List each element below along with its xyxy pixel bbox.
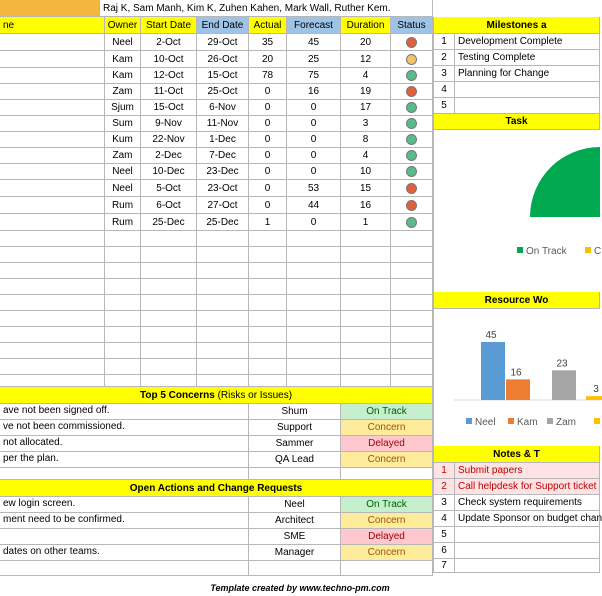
task-owner-cell[interactable]: Rum bbox=[105, 214, 141, 231]
col-start-label: Start Date bbox=[145, 19, 192, 31]
col-end bbox=[197, 17, 249, 34]
col-forecast-label: Forecast bbox=[294, 19, 333, 31]
empty-cell[interactable] bbox=[287, 359, 341, 375]
pie-slice-on-track bbox=[530, 147, 600, 217]
empty-cell[interactable] bbox=[105, 231, 141, 247]
task-owner-cell[interactable]: Kum bbox=[105, 132, 141, 148]
task-forecast-cell[interactable]: 0 bbox=[287, 100, 341, 116]
col-end-label: End Date bbox=[201, 19, 244, 31]
empty-cell[interactable] bbox=[0, 359, 105, 375]
task-owner-cell[interactable]: Sjum bbox=[105, 100, 141, 116]
empty-cell[interactable] bbox=[287, 263, 341, 279]
empty-cell[interactable] bbox=[249, 311, 287, 327]
milestone-number: 5 bbox=[433, 98, 455, 114]
empty-cell[interactable] bbox=[0, 343, 105, 359]
empty-cell[interactable] bbox=[341, 231, 391, 247]
task-name-cell[interactable] bbox=[0, 214, 105, 231]
note-text-cell[interactable]: Call helpdesk for Support ticket bbox=[455, 479, 600, 495]
task-start-cell[interactable]: 2-Dec bbox=[141, 148, 197, 164]
col-status bbox=[391, 17, 433, 34]
actions-owner-cell[interactable] bbox=[249, 561, 341, 576]
milestone-number: 3 bbox=[433, 66, 455, 82]
concerns-owner-cell[interactable]: Support bbox=[249, 420, 341, 436]
task-start-cell[interactable]: 11-Oct bbox=[141, 84, 197, 100]
task-forecast-cell[interactable]: 45 bbox=[287, 34, 341, 51]
task-end-cell[interactable]: 27-Oct bbox=[197, 197, 249, 214]
team-members-cell[interactable] bbox=[100, 0, 433, 17]
task-start-cell[interactable]: 2-Oct bbox=[141, 34, 197, 51]
task-owner-cell[interactable]: Neel bbox=[105, 180, 141, 197]
col-owner bbox=[105, 17, 141, 34]
task-duration-cell[interactable]: 4 bbox=[341, 148, 391, 164]
concerns-text-cell[interactable]: ave not been signed off. bbox=[0, 404, 249, 420]
task-status-cell[interactable] bbox=[391, 197, 433, 214]
empty-cell[interactable] bbox=[391, 359, 433, 375]
milestones-header bbox=[433, 17, 600, 34]
col-duration bbox=[341, 17, 391, 34]
task-forecast-cell[interactable]: 75 bbox=[287, 68, 341, 84]
empty-cell[interactable] bbox=[391, 247, 433, 263]
empty-cell[interactable] bbox=[341, 375, 391, 387]
task-name-cell[interactable] bbox=[0, 100, 105, 116]
task-forecast-cell[interactable]: 0 bbox=[287, 164, 341, 180]
empty-cell[interactable] bbox=[0, 231, 105, 247]
notes-header bbox=[433, 446, 600, 463]
task-end-cell[interactable]: 25-Dec bbox=[197, 214, 249, 231]
task-actual-cell[interactable]: 0 bbox=[249, 84, 287, 100]
task-forecast-cell[interactable]: 0 bbox=[287, 214, 341, 231]
task-pie-chart bbox=[434, 130, 601, 292]
task-name-cell[interactable] bbox=[0, 148, 105, 164]
actions-status-cell[interactable]: Concern bbox=[341, 513, 433, 529]
col-duration-label: Duration bbox=[346, 19, 385, 31]
task-forecast-cell[interactable]: 0 bbox=[287, 148, 341, 164]
col-task-name bbox=[0, 17, 105, 34]
status-dot-icon bbox=[406, 37, 417, 48]
footer-credit bbox=[0, 579, 600, 596]
note-text-cell[interactable] bbox=[455, 559, 600, 573]
legend-swatch-on-track bbox=[517, 247, 523, 253]
task-duration-cell[interactable]: 1 bbox=[341, 214, 391, 231]
task-forecast-cell[interactable]: 16 bbox=[287, 84, 341, 100]
task-end-cell[interactable]: 11-Nov bbox=[197, 116, 249, 132]
empty-cell[interactable] bbox=[287, 231, 341, 247]
task-status-cell[interactable] bbox=[391, 51, 433, 68]
task-actual-cell[interactable]: 0 bbox=[249, 132, 287, 148]
task-end-cell[interactable]: 6-Nov bbox=[197, 100, 249, 116]
task-status-cell[interactable] bbox=[391, 100, 433, 116]
concerns-owner-cell[interactable]: QA Lead bbox=[249, 452, 341, 468]
empty-cell[interactable] bbox=[341, 359, 391, 375]
task-start-cell[interactable]: 6-Oct bbox=[141, 197, 197, 214]
empty-cell[interactable] bbox=[341, 279, 391, 295]
col-actual bbox=[249, 17, 287, 34]
bar-series-3 bbox=[586, 396, 602, 400]
task-actual-cell[interactable]: 0 bbox=[249, 197, 287, 214]
actions-text-cell[interactable] bbox=[0, 561, 249, 576]
actions-text-cell[interactable]: ment need to be confirmed. bbox=[0, 513, 249, 529]
task-name-cell[interactable] bbox=[0, 116, 105, 132]
bar-value-label: 23 bbox=[556, 358, 568, 370]
task-actual-cell[interactable]: 0 bbox=[249, 100, 287, 116]
col-owner-label: Owner bbox=[107, 19, 138, 31]
status-dot-icon bbox=[406, 150, 417, 161]
status-dot-icon bbox=[406, 166, 417, 177]
task-start-cell[interactable]: 9-Nov bbox=[141, 116, 197, 132]
concerns-status-cell[interactable]: On Track bbox=[341, 404, 433, 420]
empty-cell[interactable] bbox=[249, 375, 287, 387]
task-owner-cell[interactable]: Neel bbox=[105, 164, 141, 180]
empty-cell[interactable] bbox=[287, 327, 341, 343]
note-text-cell[interactable] bbox=[455, 543, 600, 559]
empty-cell[interactable] bbox=[391, 311, 433, 327]
empty-cell[interactable] bbox=[197, 327, 249, 343]
actions-status-cell[interactable]: On Track bbox=[341, 497, 433, 513]
task-owner-cell[interactable]: Kam bbox=[105, 68, 141, 84]
concerns-text-cell[interactable]: ve not been commissioned. bbox=[0, 420, 249, 436]
task-name-cell[interactable] bbox=[0, 68, 105, 84]
empty-cell[interactable] bbox=[0, 375, 105, 387]
empty-cell[interactable] bbox=[197, 295, 249, 311]
empty-cell[interactable] bbox=[105, 375, 141, 387]
status-dot-icon bbox=[406, 54, 417, 65]
concerns-status-cell[interactable]: Concern bbox=[341, 452, 433, 468]
task-name-cell[interactable] bbox=[0, 164, 105, 180]
milestone-number: 2 bbox=[433, 50, 455, 66]
task-forecast-cell[interactable]: 53 bbox=[287, 180, 341, 197]
legend-label: Zam bbox=[556, 417, 576, 428]
task-forecast-cell[interactable]: 0 bbox=[287, 116, 341, 132]
empty-cell[interactable] bbox=[287, 311, 341, 327]
actions-owner-cell[interactable]: Manager bbox=[249, 545, 341, 561]
empty-cell[interactable] bbox=[105, 263, 141, 279]
task-chart-header bbox=[433, 114, 600, 130]
concerns-text-cell[interactable]: per the plan. bbox=[0, 452, 249, 468]
empty-cell[interactable] bbox=[197, 375, 249, 387]
task-actual-cell[interactable]: 0 bbox=[249, 164, 287, 180]
bar-kam bbox=[506, 379, 530, 400]
task-end-cell[interactable]: 7-Dec bbox=[197, 148, 249, 164]
status-dot-icon bbox=[406, 134, 417, 145]
status-dot-icon bbox=[406, 102, 417, 113]
resource-chart-area bbox=[433, 309, 600, 446]
note-number: 7 bbox=[433, 559, 455, 573]
empty-cell[interactable] bbox=[105, 359, 141, 375]
milestone-text-cell[interactable]: Testing Complete bbox=[455, 50, 600, 66]
status-dot-icon bbox=[406, 86, 417, 97]
task-name-cell[interactable] bbox=[0, 180, 105, 197]
bar-value-label: 3 bbox=[593, 384, 599, 396]
empty-cell[interactable] bbox=[197, 359, 249, 375]
note-text-cell[interactable] bbox=[455, 527, 600, 543]
empty-cell[interactable] bbox=[197, 263, 249, 279]
task-owner-cell[interactable]: Neel bbox=[105, 34, 141, 51]
actions-spacer bbox=[0, 466, 433, 480]
legend-swatch-concern bbox=[585, 247, 591, 253]
task-owner-cell[interactable]: Zam bbox=[105, 84, 141, 100]
legend-swatch bbox=[508, 418, 514, 424]
milestone-text-cell[interactable] bbox=[455, 98, 600, 114]
concerns-status-cell[interactable]: Delayed bbox=[341, 436, 433, 452]
task-end-cell[interactable]: 23-Dec bbox=[197, 164, 249, 180]
col-start bbox=[141, 17, 197, 34]
legend-swatch bbox=[594, 418, 600, 424]
task-end-cell[interactable]: 25-Oct bbox=[197, 84, 249, 100]
empty-cell[interactable] bbox=[249, 231, 287, 247]
col-task-name-label: ne bbox=[3, 19, 15, 31]
empty-cell[interactable] bbox=[0, 295, 105, 311]
empty-cell[interactable] bbox=[249, 247, 287, 263]
empty-cell[interactable] bbox=[341, 295, 391, 311]
empty-cell[interactable] bbox=[341, 263, 391, 279]
task-status-cell[interactable] bbox=[391, 132, 433, 148]
legend-label-on-track: On Track bbox=[526, 246, 567, 257]
task-start-cell[interactable]: 15-Oct bbox=[141, 100, 197, 116]
task-status-cell[interactable] bbox=[391, 68, 433, 84]
task-chart-title: Task bbox=[505, 116, 528, 127]
actions-status-cell[interactable]: Concern bbox=[341, 545, 433, 561]
empty-cell[interactable] bbox=[341, 343, 391, 359]
task-status-cell[interactable] bbox=[391, 34, 433, 51]
empty-cell[interactable] bbox=[287, 247, 341, 263]
task-chart-area bbox=[433, 130, 600, 292]
empty-cell[interactable] bbox=[141, 247, 197, 263]
project-name-cell[interactable] bbox=[0, 0, 100, 17]
task-name-cell[interactable] bbox=[0, 132, 105, 148]
bar-zam bbox=[552, 370, 576, 400]
empty-cell[interactable] bbox=[0, 247, 105, 263]
task-start-cell[interactable]: 5-Oct bbox=[141, 180, 197, 197]
milestones-title: Milestones a bbox=[486, 19, 547, 31]
actions-status-cell[interactable] bbox=[341, 561, 433, 576]
task-duration-cell[interactable]: 16 bbox=[341, 197, 391, 214]
task-end-cell[interactable]: 26-Oct bbox=[197, 51, 249, 68]
task-name-cell[interactable] bbox=[0, 34, 105, 51]
task-start-cell[interactable]: 22-Nov bbox=[141, 132, 197, 148]
notes-title: Notes & T bbox=[493, 448, 540, 460]
empty-cell[interactable] bbox=[105, 295, 141, 311]
empty-cell[interactable] bbox=[105, 279, 141, 295]
actions-owner-cell[interactable]: SME bbox=[249, 529, 341, 545]
empty-cell[interactable] bbox=[0, 327, 105, 343]
empty-cell[interactable] bbox=[141, 231, 197, 247]
empty-cell[interactable] bbox=[141, 343, 197, 359]
task-name-cell[interactable] bbox=[0, 197, 105, 214]
empty-cell[interactable] bbox=[249, 263, 287, 279]
concerns-text-cell[interactable]: not allocated. bbox=[0, 436, 249, 452]
legend-label: Kam bbox=[517, 417, 538, 428]
task-actual-cell[interactable]: 0 bbox=[249, 148, 287, 164]
task-status-cell[interactable] bbox=[391, 148, 433, 164]
empty-cell[interactable] bbox=[197, 311, 249, 327]
empty-cell[interactable] bbox=[391, 375, 433, 387]
actions-owner-cell[interactable]: Neel bbox=[249, 497, 341, 513]
task-start-cell[interactable]: 25-Dec bbox=[141, 214, 197, 231]
team-members-text: Raj K, Sam Manh, Kim K, Zuhen Kahen, Mark Wall, Ruther Kem. bbox=[103, 2, 391, 14]
empty-cell[interactable] bbox=[287, 279, 341, 295]
empty-cell[interactable] bbox=[249, 295, 287, 311]
legend-swatch bbox=[466, 418, 472, 424]
actions-header bbox=[0, 480, 433, 497]
resource-chart-header bbox=[433, 292, 600, 309]
status-dot-icon bbox=[406, 200, 417, 211]
empty-cell[interactable] bbox=[391, 279, 433, 295]
task-end-cell[interactable]: 29-Oct bbox=[197, 34, 249, 51]
actions-text-cell[interactable]: ew login screen. bbox=[0, 497, 249, 513]
empty-cell[interactable] bbox=[141, 359, 197, 375]
task-actual-cell[interactable]: 35 bbox=[249, 34, 287, 51]
status-dot-icon bbox=[406, 118, 417, 129]
actions-owner-cell[interactable]: Architect bbox=[249, 513, 341, 529]
bar-neel bbox=[481, 342, 505, 400]
concerns-owner-cell[interactable]: Sammer bbox=[249, 436, 341, 452]
task-start-cell[interactable]: 10-Oct bbox=[141, 51, 197, 68]
col-actual-label: Actual bbox=[253, 19, 282, 31]
empty-cell[interactable] bbox=[105, 343, 141, 359]
milestone-number: 4 bbox=[433, 82, 455, 98]
status-dot-icon bbox=[406, 183, 417, 194]
empty-cell[interactable] bbox=[0, 279, 105, 295]
actions-title: Open Actions and Change Requests bbox=[129, 482, 303, 494]
empty-cell[interactable] bbox=[249, 359, 287, 375]
task-status-cell[interactable] bbox=[391, 84, 433, 100]
task-status-cell[interactable] bbox=[391, 214, 433, 231]
empty-cell[interactable] bbox=[141, 279, 197, 295]
legend-swatch bbox=[547, 418, 553, 424]
empty-cell[interactable] bbox=[141, 327, 197, 343]
note-text-cell[interactable]: Update Sponsor on budget chan bbox=[455, 511, 600, 527]
empty-cell[interactable] bbox=[249, 327, 287, 343]
empty-cell[interactable] bbox=[341, 247, 391, 263]
concerns-header bbox=[0, 387, 433, 404]
task-owner-cell[interactable]: Kam bbox=[105, 51, 141, 68]
milestone-text-cell[interactable]: Planning for Change bbox=[455, 66, 600, 82]
task-actual-cell[interactable]: 0 bbox=[249, 180, 287, 197]
task-status-cell[interactable] bbox=[391, 164, 433, 180]
actions-status-cell[interactable]: Delayed bbox=[341, 529, 433, 545]
empty-cell[interactable] bbox=[141, 311, 197, 327]
concerns-owner-cell[interactable]: Shum bbox=[249, 404, 341, 420]
task-duration-cell[interactable]: 12 bbox=[341, 51, 391, 68]
task-status-cell[interactable] bbox=[391, 116, 433, 132]
empty-cell[interactable] bbox=[341, 327, 391, 343]
task-duration-cell[interactable]: 4 bbox=[341, 68, 391, 84]
legend-label-concern: C bbox=[594, 246, 602, 257]
empty-cell[interactable] bbox=[287, 343, 341, 359]
empty-cell[interactable] bbox=[341, 311, 391, 327]
empty-cell[interactable] bbox=[391, 295, 433, 311]
note-text-cell[interactable]: Submit papers bbox=[455, 463, 600, 479]
actions-text-cell[interactable] bbox=[0, 529, 249, 545]
milestone-number: 1 bbox=[433, 34, 455, 50]
empty-cell[interactable] bbox=[105, 247, 141, 263]
task-duration-cell[interactable]: 3 bbox=[341, 116, 391, 132]
task-duration-cell[interactable]: 15 bbox=[341, 180, 391, 197]
empty-cell[interactable] bbox=[249, 343, 287, 359]
task-owner-cell[interactable]: Zam bbox=[105, 148, 141, 164]
footer-text: Template created by www.techno-pm.com bbox=[210, 582, 390, 593]
status-dot-icon bbox=[406, 70, 417, 81]
col-status-label: Status bbox=[397, 19, 426, 31]
task-start-cell[interactable]: 10-Dec bbox=[141, 164, 197, 180]
empty-cell[interactable] bbox=[197, 343, 249, 359]
task-name-cell[interactable] bbox=[0, 51, 105, 68]
concerns-title-suffix: (Risks or Issues) bbox=[217, 389, 293, 401]
empty-cell[interactable] bbox=[391, 231, 433, 247]
pie-legend bbox=[517, 246, 601, 257]
empty-cell[interactable] bbox=[141, 263, 197, 279]
note-number: 1 bbox=[433, 463, 455, 479]
col-forecast bbox=[287, 17, 341, 34]
actions-text-cell[interactable]: dates on other teams. bbox=[0, 545, 249, 561]
empty-cell[interactable] bbox=[105, 311, 141, 327]
note-number: 5 bbox=[433, 527, 455, 543]
task-owner-cell[interactable]: Sum bbox=[105, 116, 141, 132]
milestone-text-cell[interactable] bbox=[455, 82, 600, 98]
empty-cell[interactable] bbox=[197, 279, 249, 295]
bar-value-label: 45 bbox=[485, 330, 497, 341]
task-status-cell[interactable] bbox=[391, 180, 433, 197]
empty-cell[interactable] bbox=[249, 279, 287, 295]
note-number: 2 bbox=[433, 479, 455, 495]
task-actual-cell[interactable]: 0 bbox=[249, 116, 287, 132]
resource-bar-chart bbox=[434, 309, 601, 446]
empty-cell[interactable] bbox=[0, 311, 105, 327]
task-actual-cell[interactable]: 1 bbox=[249, 214, 287, 231]
task-end-cell[interactable]: 15-Oct bbox=[197, 68, 249, 84]
empty-cell[interactable] bbox=[141, 375, 197, 387]
concerns-status-cell[interactable]: Concern bbox=[341, 420, 433, 436]
note-number: 4 bbox=[433, 511, 455, 527]
empty-cell[interactable] bbox=[287, 295, 341, 311]
empty-cell[interactable] bbox=[287, 375, 341, 387]
note-number: 3 bbox=[433, 495, 455, 511]
task-actual-cell[interactable]: 78 bbox=[249, 68, 287, 84]
legend-label: Neel bbox=[475, 417, 496, 428]
task-forecast-cell[interactable]: 44 bbox=[287, 197, 341, 214]
milestone-text-cell[interactable]: Development Complete bbox=[455, 34, 600, 50]
concerns-title: Top 5 Concerns bbox=[139, 389, 215, 401]
empty-cell[interactable] bbox=[197, 247, 249, 263]
task-actual-cell[interactable]: 20 bbox=[249, 51, 287, 68]
note-text-cell[interactable]: Check system requirements bbox=[455, 495, 600, 511]
task-start-cell[interactable]: 12-Oct bbox=[141, 68, 197, 84]
empty-cell[interactable] bbox=[197, 231, 249, 247]
task-forecast-cell[interactable]: 0 bbox=[287, 132, 341, 148]
task-duration-cell[interactable]: 8 bbox=[341, 132, 391, 148]
empty-cell[interactable] bbox=[391, 343, 433, 359]
empty-cell[interactable] bbox=[141, 295, 197, 311]
task-duration-cell[interactable]: 19 bbox=[341, 84, 391, 100]
task-forecast-cell[interactable]: 25 bbox=[287, 51, 341, 68]
empty-cell[interactable] bbox=[105, 327, 141, 343]
task-duration-cell[interactable]: 17 bbox=[341, 100, 391, 116]
task-duration-cell[interactable]: 20 bbox=[341, 34, 391, 51]
resource-chart-title: Resource Wo bbox=[484, 294, 549, 306]
status-dot-icon bbox=[406, 217, 417, 228]
task-end-cell[interactable]: 1-Dec bbox=[197, 132, 249, 148]
task-end-cell[interactable]: 23-Oct bbox=[197, 180, 249, 197]
empty-cell[interactable] bbox=[391, 327, 433, 343]
note-number: 6 bbox=[433, 543, 455, 559]
empty-cell[interactable] bbox=[391, 263, 433, 279]
task-owner-cell[interactable]: Rum bbox=[105, 197, 141, 214]
task-duration-cell[interactable]: 10 bbox=[341, 164, 391, 180]
task-name-cell[interactable] bbox=[0, 84, 105, 100]
empty-cell[interactable] bbox=[0, 263, 105, 279]
bar-value-label: 16 bbox=[510, 367, 522, 379]
